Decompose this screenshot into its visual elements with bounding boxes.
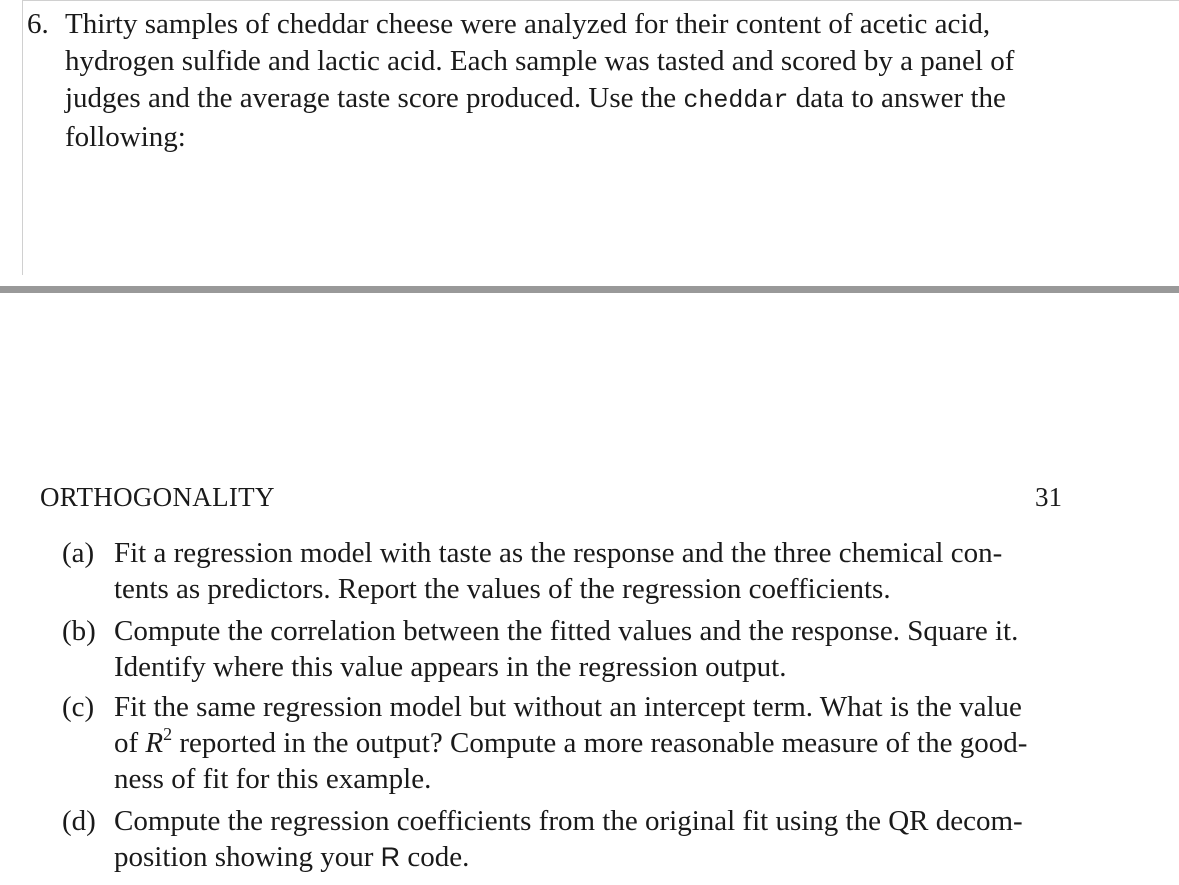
r-language-name: R [380, 842, 401, 872]
part-label: (c) [62, 691, 95, 723]
previous-page-section [0, 0, 1179, 275]
exercise-part-d [62, 803, 1072, 875]
r-squared-symbol [145, 724, 173, 759]
part-label: (a) [62, 537, 95, 569]
part-line: Compute the regression coefficients from the original fit using the QR decom- [114, 805, 1023, 837]
part-text-run: of [114, 727, 146, 759]
exercise-part-c [62, 689, 1072, 797]
question-text [65, 6, 1060, 156]
part-text-run: position showing your [114, 841, 381, 873]
part-line: tents as predictors. Report the values of the regression coefficients. [114, 573, 891, 605]
part-body [114, 689, 1072, 797]
part-line: Fit a regression model with taste as the response and the three chemical con- [114, 537, 1003, 569]
superscript-two: 2 [163, 724, 173, 744]
part-line [114, 839, 1072, 875]
part-label: (b) [62, 615, 96, 647]
part-body [114, 803, 1072, 875]
question-line [65, 80, 1060, 119]
exercise-part-a [62, 535, 1072, 607]
question-text-run: judges and the average taste score produced. Use the [65, 82, 684, 114]
question-line: hydrogen sulfide and lactic acid. Each sample was tasted and scored by a panel of [65, 45, 1015, 77]
dataset-name-code: cheddar [683, 86, 789, 115]
question-line: Thirty samples of cheddar cheese were analyzed for their content of acetic acid, [65, 8, 991, 40]
exercise-part-b [62, 613, 1072, 685]
part-label: (d) [62, 805, 96, 837]
part-text-run: reported in the output? Compute a more reasonable measure of the good- [172, 727, 1028, 759]
part-line: Fit the same regression model but without an intercept term. What is the value [114, 691, 1022, 723]
part-body [114, 535, 1072, 607]
page-separator [0, 286, 1179, 293]
left-border [22, 0, 23, 275]
r-symbol: R [145, 727, 164, 759]
part-line: Identify where this value appears in the regression output. [114, 651, 787, 683]
question-number: 6. [27, 8, 49, 40]
page-number: 31 [1035, 482, 1062, 512]
part-line [114, 725, 1072, 761]
question-text-run: data to answer the [788, 82, 1006, 114]
part-line: Compute the correlation between the fitted values and the response. Square it. [114, 615, 1019, 647]
running-head-title: ORTHOGONALITY [40, 482, 275, 512]
part-text-run: code. [400, 841, 470, 873]
part-body [114, 613, 1072, 685]
top-border [22, 0, 1179, 1]
part-line: ness of fit for this example. [114, 763, 432, 795]
question-line: following: [65, 121, 186, 153]
